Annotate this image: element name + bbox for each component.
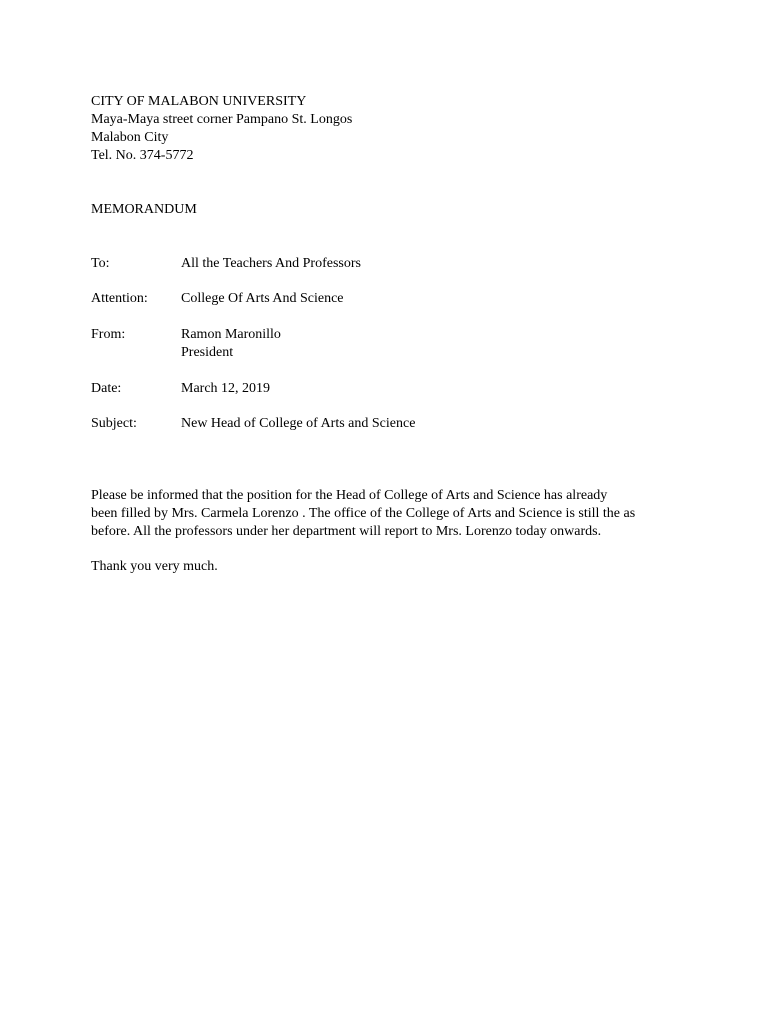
date-value: March 12, 2019: [181, 381, 271, 396]
city-line: Malabon City: [91, 130, 169, 145]
phone-line: Tel. No. 374-5772: [91, 148, 194, 163]
attention-label: Attention:: [91, 291, 148, 306]
date-label: Date:: [91, 381, 122, 396]
address-line: Maya-Maya street corner Pampano St. Longos: [91, 112, 353, 127]
institution-name: CITY OF MALABON UNIVERSITY: [91, 94, 307, 109]
memo-body: [91, 487, 691, 541]
subject-value: New Head of College of Arts and Science: [181, 416, 416, 431]
from-name: Ramon Maronillo: [181, 327, 281, 342]
letterhead: [91, 93, 352, 165]
subject-label: Subject:: [91, 416, 137, 431]
body-line: before. All the professors under her department will report to Mrs. Lorenzo today onwards.: [91, 524, 602, 539]
closing-line: Thank you very much.: [91, 559, 218, 574]
to-value: All the Teachers And Professors: [181, 256, 361, 271]
to-label: To:: [91, 256, 110, 271]
body-line: been filled by Mrs. Carmela Lorenzo . The office of the College of Arts and Science is still the as: [91, 506, 636, 521]
body-line: Please be informed that the position for the Head of College of Arts and Science has already: [91, 488, 608, 503]
from-title: President: [181, 345, 234, 360]
memo-title: MEMORANDUM: [91, 202, 197, 217]
from-value: [181, 326, 281, 362]
from-label: From:: [91, 327, 126, 342]
attention-value: College Of Arts And Science: [181, 291, 344, 306]
